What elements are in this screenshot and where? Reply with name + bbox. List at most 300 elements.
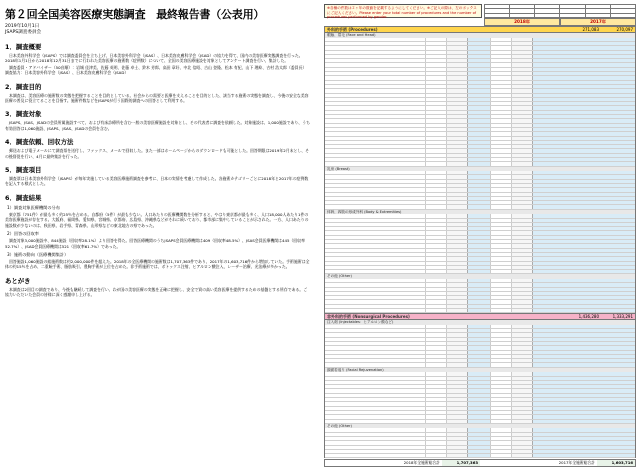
table-cell: [490, 42, 511, 45]
table-cell: [532, 89, 635, 92]
table-cell: [532, 266, 635, 269]
table-cell: [532, 197, 635, 200]
table-cell: [325, 51, 425, 54]
table-cell: [446, 262, 467, 265]
table-cell: [446, 266, 467, 269]
table-cell: [490, 437, 511, 440]
table-cell: [490, 292, 511, 295]
table-cell: [532, 51, 635, 54]
table-cell: [490, 205, 511, 208]
table-cell: [425, 205, 446, 208]
year-2017: 2017年: [560, 18, 636, 26]
table-cell: [446, 68, 467, 71]
table-cell: [425, 377, 446, 380]
table-cell: [511, 305, 532, 308]
table-cell: [325, 415, 425, 418]
table-cell: [425, 262, 446, 265]
table-cell: [511, 184, 532, 187]
table-cell: [446, 402, 467, 405]
table-cell: [511, 223, 532, 226]
table-cell: [511, 171, 532, 174]
table-cell: [425, 197, 446, 200]
total-value: 1,707,363: [442, 460, 480, 466]
table-cell: [446, 188, 467, 191]
table-cell: [490, 201, 511, 204]
table-cell: [532, 188, 635, 191]
table-cell: [511, 81, 532, 84]
table-cell: [325, 223, 425, 226]
table-cell: [467, 188, 490, 191]
table-cell: [532, 249, 635, 252]
table-cell: [511, 355, 532, 358]
table-cell: [467, 137, 490, 140]
table-cell: [425, 398, 446, 401]
table-cell: [325, 115, 425, 118]
table-cell: [490, 76, 511, 79]
table-cell: [446, 377, 467, 380]
table-cell: [532, 407, 635, 410]
table-cell: [467, 394, 490, 397]
table-cell: [325, 385, 425, 388]
subgroup-header: 眼瞼、眉毛 (Face and Head): [324, 33, 636, 38]
table-cell: [446, 111, 467, 114]
table-cell: [446, 253, 467, 256]
table-cell: [532, 377, 635, 380]
table-cell: [467, 253, 490, 256]
table-cell: [532, 68, 635, 71]
table-cell: [532, 219, 635, 222]
table-cell: [425, 305, 446, 308]
total-value: 1,603,716: [597, 460, 635, 466]
table-cell: [425, 288, 446, 291]
table-cell: [446, 72, 467, 75]
table-cell: [467, 55, 490, 58]
table-cell: [446, 446, 467, 449]
table-cell: [425, 68, 446, 71]
table-cell: [467, 398, 490, 401]
table-cell: [532, 38, 635, 41]
table-cell: [532, 454, 635, 457]
table-cell: [425, 219, 446, 222]
table-cell: [325, 381, 425, 384]
table-cell: [532, 102, 635, 105]
table-cell: [467, 355, 490, 358]
table-cell: [425, 154, 446, 157]
table-cell: [467, 68, 490, 71]
table-cell: [467, 407, 490, 410]
table-cell: [532, 389, 635, 392]
table-cell: [467, 180, 490, 183]
table-cell: [532, 338, 635, 341]
table-cell: [511, 141, 532, 144]
table-cell: [325, 128, 425, 131]
table-cell: [446, 89, 467, 92]
table-cell: [325, 193, 425, 196]
table-cell: [425, 454, 446, 457]
table-cell: [532, 437, 635, 440]
table-cell: [446, 106, 467, 109]
table-cell: [325, 89, 425, 92]
table-cell: [467, 145, 490, 148]
table-cell: [446, 257, 467, 260]
table-cell: [425, 145, 446, 148]
table-cell: [532, 85, 635, 88]
table-cell: [490, 249, 511, 252]
table-cell: [325, 279, 425, 282]
table-cell: [490, 85, 511, 88]
table-cell: [425, 149, 446, 152]
table-cell: [467, 266, 490, 269]
table-cell: [425, 402, 446, 405]
table-cell: [467, 231, 490, 234]
table-header: [324, 4, 636, 26]
table-cell: [467, 175, 490, 178]
table-cell: [446, 415, 467, 418]
table-cell: [446, 124, 467, 127]
table-cell: [325, 124, 425, 127]
table-cell: [446, 137, 467, 140]
table-cell: [532, 346, 635, 349]
table-cell: [325, 85, 425, 88]
table-cell: [325, 305, 425, 308]
section-heading: 4．調査依頼、回収方法: [5, 138, 74, 147]
table-cell: [490, 309, 511, 312]
table-cell: [490, 38, 511, 41]
table-cell: [425, 346, 446, 349]
table-cell: [325, 292, 425, 295]
table-cell: [325, 433, 425, 436]
table-cell: [446, 85, 467, 88]
table-cell: [467, 329, 490, 332]
table-cell: [511, 51, 532, 54]
table-cell: [490, 132, 511, 135]
table-cell: [425, 231, 446, 234]
table-cell: [425, 446, 446, 449]
table-cell: [467, 377, 490, 380]
table-cell: [325, 338, 425, 341]
table-cell: [490, 402, 511, 405]
table-cell: [532, 236, 635, 239]
table-cell: [446, 175, 467, 178]
table-cell: [511, 201, 532, 204]
group-total-2017: 1,333,291: [612, 314, 633, 320]
table-cell: [467, 262, 490, 265]
grand-totals: [324, 459, 636, 467]
table-cell: [532, 145, 635, 148]
section-paragraph: 本調査は、美容医療の施術数の実態を把握することを目的としている。社会からの需要と医療を支えることを目的とした、該当する施術の実態を調査し、今後の安全な美容医療の普及に役立てることを目指す。施術件数などをJSAPSが行う国際的調査への回答として利用する。: [5, 92, 309, 104]
table-cell: [490, 296, 511, 299]
table-cell: [511, 111, 532, 114]
table-cell: [490, 385, 511, 388]
table-cell: [511, 55, 532, 58]
table-cell: [425, 102, 446, 105]
section-paragraph: 日本美容外科学会（JSAPS）では調査委員会を立ち上げ、日本美容外科学会（JSAS）、日本美容皮膚科学会（JSAD）の協力を得て、国内の美容医療実態調査を行った。2018年1月1日から2018年12月31日までに行われた美容医療の施術数（症例数）について、全国の美容医療施設を対象としてアンケート調査を行い、集計した。: [5, 53, 303, 64]
table-cell: [425, 162, 446, 165]
table-cell: [425, 59, 446, 62]
table-cell: [325, 389, 425, 392]
table-cell: [325, 175, 425, 178]
table-cell: [490, 171, 511, 174]
table-cell: [490, 441, 511, 444]
table-cell: [446, 244, 467, 247]
table-cell: [511, 124, 532, 127]
table-cell: [467, 363, 490, 366]
table-cell: [532, 154, 635, 157]
table-cell: [446, 325, 467, 328]
table-cell: [425, 433, 446, 436]
table-cell: [425, 253, 446, 256]
table-cell: [425, 266, 446, 269]
table-cell: [325, 454, 425, 457]
table-cell: [446, 231, 467, 234]
procedure-group: [324, 26, 636, 313]
table-cell: [425, 450, 446, 453]
table-cell: [325, 257, 425, 260]
table-cell: [425, 415, 446, 418]
table-cell: [490, 154, 511, 157]
table-cell: [532, 296, 635, 299]
section-paragraph: 本調査は2回目の調査であり、今後も継続して調査を行い、わが国の美容医療の実態を正確に把握し、安全で質の高い美容医療を提供するための基盤とする所存である。ご協力いただいた会員の皆様に深く感謝申し上げる。: [5, 286, 308, 298]
table-cell: [446, 346, 467, 349]
table-cell: [446, 240, 467, 243]
table-cell: [467, 283, 490, 286]
table-cell: [446, 454, 467, 457]
table-cell: [325, 214, 425, 217]
report-sections: [5, 42, 310, 298]
table-cell: [425, 46, 446, 49]
table-cell: [446, 342, 467, 345]
table-cell: [511, 76, 532, 79]
table-cell: [425, 137, 446, 140]
table-cell: [446, 63, 467, 66]
table-cell: [446, 236, 467, 239]
table-cell: [511, 309, 532, 312]
table-cell: [532, 262, 635, 265]
table-cell: [446, 154, 467, 157]
table-cell: [532, 372, 635, 375]
table-cell: [425, 355, 446, 358]
table-cell: [490, 333, 511, 336]
table-cell: [446, 292, 467, 295]
table-cell: [425, 128, 446, 131]
table-cell: [490, 68, 511, 71]
group-name: 非外科的手術 (Nonsurgical Procedures): [327, 314, 410, 320]
subgroup-rows: [324, 372, 636, 424]
table-cell: [490, 346, 511, 349]
table-cell: [511, 292, 532, 295]
table-cell: [425, 385, 446, 388]
table-cell: [425, 223, 446, 226]
table-cell: [511, 72, 532, 75]
subgroup-header: 顔面若返り (Facial Rejuvenation): [324, 368, 636, 373]
table-cell: [490, 128, 511, 131]
table-cell: [490, 102, 511, 105]
table-cell: [511, 162, 532, 165]
table-cell: [446, 162, 467, 165]
table-cell: [490, 98, 511, 101]
table-cell: [490, 355, 511, 358]
table-cell: [425, 63, 446, 66]
table-cell: [467, 149, 490, 152]
table-cell: [490, 197, 511, 200]
table-cell: [425, 111, 446, 114]
table-cell: [511, 385, 532, 388]
table-cell: [325, 283, 425, 286]
table-cell: [325, 428, 425, 431]
table-cell: [511, 415, 532, 418]
table-cell: [467, 94, 490, 97]
table-cell: [325, 236, 425, 239]
table-cell: [467, 98, 490, 101]
table-cell: [467, 132, 490, 135]
table-cell: [511, 381, 532, 384]
table-cell: [425, 38, 446, 41]
section-paragraph: JSAPS、JSAS、JSADの会員所属施設すべて、および有床診療所を含む一般の美容医療施設を対象とし、その代表者に調査を依頼した。対象施設は、1,000施設であり、うち有効回答は1,060施設、JSAPS、JSAS、JSADの会員を含む。: [5, 120, 310, 131]
table-cell: [490, 59, 511, 62]
table-cell: [467, 257, 490, 260]
table-cell: [490, 106, 511, 109]
table-cell: [446, 197, 467, 200]
table-cell: [425, 227, 446, 230]
table-cell: [490, 428, 511, 431]
table-cell: [511, 433, 532, 436]
table-cell: [532, 106, 635, 109]
table-cell: [425, 296, 446, 299]
table-cell: [532, 363, 635, 366]
table-cell: [532, 59, 635, 62]
table-cell: [325, 154, 425, 157]
table-cell: [425, 193, 446, 196]
table-cell: [325, 106, 425, 109]
table-cell: [490, 119, 511, 122]
table-cell: [532, 325, 635, 328]
table-cell: [511, 244, 532, 247]
table-cell: [425, 351, 446, 354]
table-cell: [446, 76, 467, 79]
table-cell: [490, 372, 511, 375]
table-cell: [325, 219, 425, 222]
table-cell: [490, 305, 511, 308]
table-cell: [325, 205, 425, 208]
table-cell: [325, 333, 425, 336]
table-cell: [490, 55, 511, 58]
table-cell: [425, 420, 446, 423]
subsection-paragraph: 回答施設1,060施設の総施術数は約2,000,000件を超えた。2018年の全医療機関の施術数は1,707,363件であり、2017年の1,603,716件から増加していた。手術施術は全体の約15％を占め、二重瞼手術、脂肪吸引、豊胸手術が上位を占めた。非手術施術では、ボトックス注射、ヒアルロン酸注入、レーザー治療、光治療が多かった。: [5, 258, 310, 270]
table-cell: [490, 381, 511, 384]
section-heading: あとがき: [5, 276, 31, 285]
table-cell: [511, 63, 532, 66]
table-cell: [511, 300, 532, 303]
table-cell: [490, 300, 511, 303]
table-cell: [425, 94, 446, 97]
table-cell: [425, 180, 446, 183]
group-total-2018: 271,083: [582, 27, 599, 33]
subsection-heading: 1）調査対象医療機関の分布: [7, 204, 60, 210]
table-cell: [425, 407, 446, 410]
table-cell: [490, 244, 511, 247]
table-cell: [511, 450, 532, 453]
table-cell: [532, 72, 635, 75]
table-cell: [425, 300, 446, 303]
table-cell: [325, 46, 425, 49]
total-label: 2017年全施術総合計: [558, 460, 595, 466]
table-cell: [490, 46, 511, 49]
table-cell: [446, 305, 467, 308]
table-cell: [511, 437, 532, 440]
table-cell: [425, 115, 446, 118]
table-cell: [467, 342, 490, 345]
table-cell: [490, 420, 511, 423]
table-cell: [325, 270, 425, 273]
table-cell: [467, 381, 490, 384]
table-cell: [511, 119, 532, 122]
table-cell: [532, 124, 635, 127]
table-cell: [446, 141, 467, 144]
table-cell: [425, 270, 446, 273]
table-cell: [446, 411, 467, 414]
table-cell: [490, 433, 511, 436]
table-cell: [425, 171, 446, 174]
table-cell: [490, 279, 511, 282]
table-cell: [425, 124, 446, 127]
table-cell: [325, 240, 425, 243]
table-cell: [511, 338, 532, 341]
table-cell: [325, 288, 425, 291]
table-cell: [425, 363, 446, 366]
table-cell: [446, 288, 467, 291]
table-cell: [446, 98, 467, 101]
table-cell: [325, 94, 425, 97]
table-cell: [511, 128, 532, 131]
table-cell: [325, 184, 425, 187]
table-cell: [325, 55, 425, 58]
table-cell: [446, 119, 467, 122]
table-cell: [490, 81, 511, 84]
table-cell: [325, 441, 425, 444]
year-bar: [484, 18, 636, 26]
table-cell: [511, 454, 532, 457]
table-cell: [532, 149, 635, 152]
table-cell: [467, 76, 490, 79]
table-cell: [532, 94, 635, 97]
report-title: 第２回全国美容医療実態調査 最終報告書（公表用）: [5, 8, 265, 21]
subgroup-rows: [324, 325, 636, 368]
table-cell: [511, 296, 532, 299]
table-cell: [425, 389, 446, 392]
subgroup-rows: [324, 38, 636, 167]
table-cell: [490, 149, 511, 152]
table-cell: [325, 119, 425, 122]
table-cell: [532, 180, 635, 183]
table-cell: [446, 81, 467, 84]
table-cell: [425, 106, 446, 109]
table-cell: [490, 283, 511, 286]
section-heading: 5．調査項目: [5, 166, 42, 175]
table-cell: [490, 141, 511, 144]
table-cell: [446, 389, 467, 392]
table-cell: [467, 85, 490, 88]
table-cell: [532, 193, 635, 196]
table-cell: [467, 158, 490, 161]
table-cell: [446, 38, 467, 41]
table-cell: [532, 385, 635, 388]
table-cell: [490, 257, 511, 260]
table-cell: [467, 300, 490, 303]
table-cell: [511, 158, 532, 161]
table-cell: [425, 51, 446, 54]
table-cell: [490, 377, 511, 380]
table-cell: [511, 270, 532, 273]
